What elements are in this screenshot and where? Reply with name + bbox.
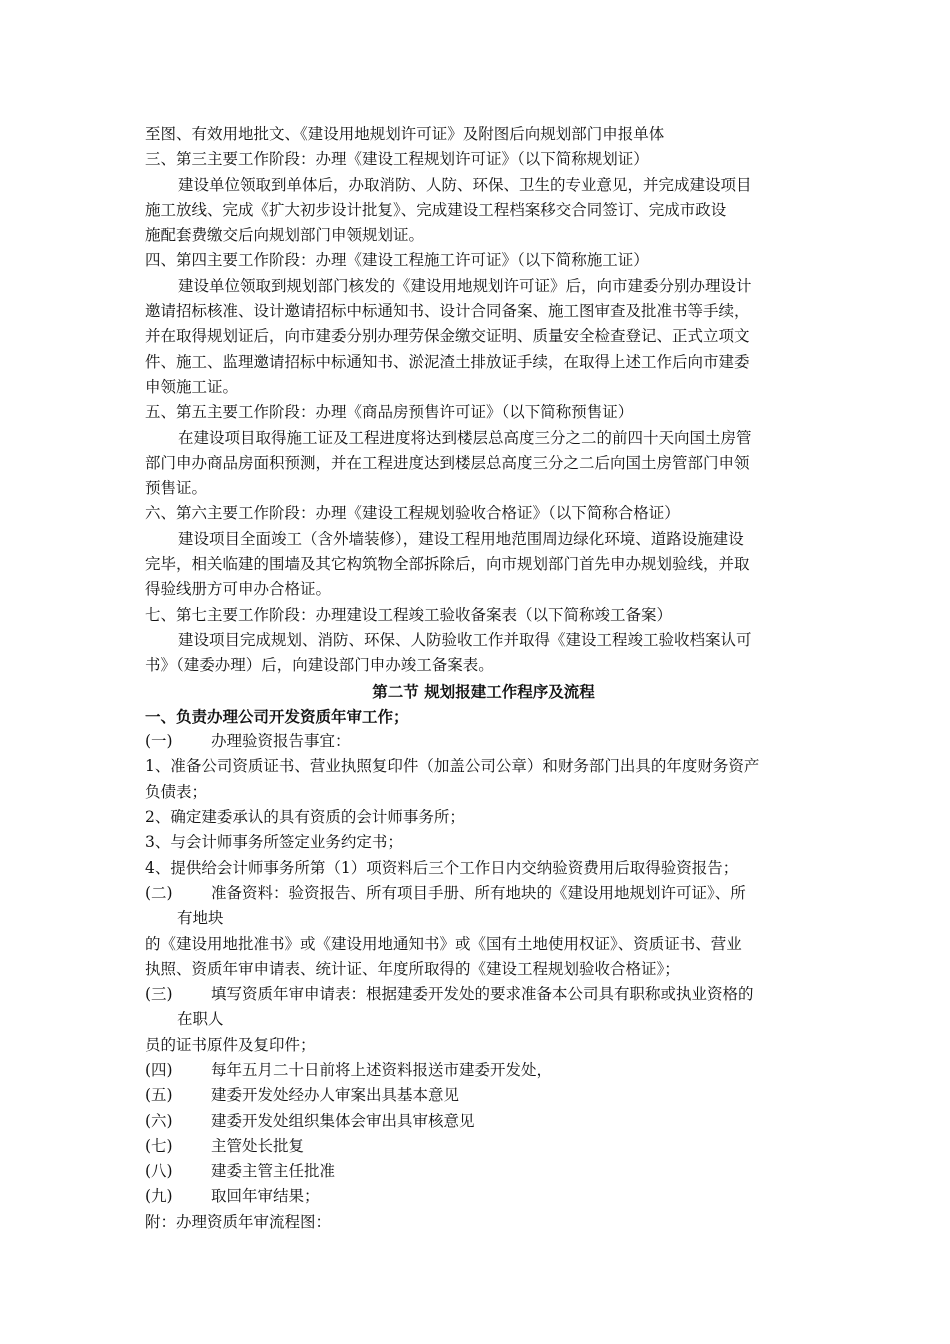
list-item-text: 办理验资报告事宜： <box>211 732 351 751</box>
list-item-text: 取回年审结果； <box>211 1187 320 1206</box>
paragraph-line: 建设单位领取到规划部门核发的《建设用地规划许可证》后，向市建委分别办理设计 <box>178 276 752 295</box>
list-item <box>145 729 810 754</box>
list-item-number: (四) <box>145 1060 173 1079</box>
paragraph-line: 建设单位领取到单体后，办取消防、人防、环保、卫生的专业意见，并完成建设项目 <box>178 175 752 194</box>
list-item <box>145 1083 810 1108</box>
list-item <box>145 1184 810 1209</box>
paragraph-line: 得验线册方可申办合格证。 <box>145 580 332 599</box>
list-item-text: 准备资料：验资报告、所有项目手册、所有地块的《建设用地规划许可证》、所 <box>211 883 746 902</box>
paragraph-line: 至图、有效用地批文、《建设用地规划许可证》及附图后向规划部门申报单体 <box>145 125 665 143</box>
paragraph-line: 施配套费缴交后向规划部门申领规划证。 <box>145 226 425 245</box>
sub-item-line: 4、提供给会计师事务所第（1）项资料后三个工作日内交纳验资费用后取得验资报告； <box>145 858 739 877</box>
paragraph-line: 并在取得规划证后，向市建委分别办理劳保金缴交证明、质量安全检查登记、正式立项文 <box>145 327 750 346</box>
subheading: 一、负责办理公司开发资质年审工作； <box>145 706 409 726</box>
paragraph-line: 在建设项目取得施工证及工程进度将达到楼层总高度三分之二的前四十天向国土房管 <box>178 428 752 447</box>
list-item-text: 建委主管主任批准 <box>211 1162 336 1181</box>
document-body <box>145 122 810 1235</box>
list-item-number: (九) <box>145 1187 173 1206</box>
list-item-number: (六) <box>145 1111 173 1130</box>
paragraph-line: 部门申办商品房面积预测，并在工程进度达到楼层总高度三分之二后向国土房管部门申领 <box>145 453 750 472</box>
paragraph-line: 执照、资质年审申请表、统计证、年度所取得的《建设工程规划验收合格证》； <box>145 959 680 978</box>
stage-heading: 三、第三主要工作阶段：办理《建设工程规划许可证》（以下简称规划证） <box>145 150 649 169</box>
paragraph-line: 施工放线、完成《扩大初步设计批复》、完成建设工程档案移交合同签订、完成市政设 <box>145 200 727 219</box>
list-item-continuation: 有地块 <box>177 909 224 928</box>
sub-item-line: 负债表； <box>145 782 208 801</box>
paragraph-line: 书》（建委办理）后，向建设部门申办竣工备案表。 <box>145 656 494 675</box>
list-item-number: (二) <box>145 883 173 902</box>
paragraph-line: 完毕，相关临建的围墙及其它构筑物全部拆除后，向市规划部门首先申办规划验线，并取 <box>145 555 750 574</box>
sub-item-line: 3、与会计师事务所签定业务约定书； <box>145 833 403 852</box>
paragraph-line: 邀请招标核准、设计邀请招标中标通知书、设计合同备案、施工图审查及批准书等手续， <box>145 302 750 321</box>
list-item-text: 主管处长批复 <box>211 1136 305 1155</box>
paragraph-line: 的《建设用地批准书》或《建设用地通知书》或《国有土地使用权证》、资质证书、营业 <box>145 934 742 953</box>
paragraph-line: 建设项目完成规划、消防、环保、人防验收工作并取得《建设工程竣工验收档案认可 <box>178 630 752 649</box>
stage-heading: 四、第四主要工作阶段：办理《建设工程施工许可证》（以下简称施工证） <box>145 251 649 270</box>
list-item <box>145 881 810 906</box>
paragraph-line: 员的证书原件及复印件； <box>145 1035 316 1054</box>
list-item <box>145 1134 810 1159</box>
list-item <box>145 982 810 1007</box>
stage-heading: 六、第六主要工作阶段：办理《建设工程规划验收合格证》（以下简称合格证） <box>145 504 680 523</box>
list-item-number: (七) <box>145 1136 173 1155</box>
paragraph-line: 件、施工、监理邀请招标中标通知书、淤泥渣土排放证手续，在取得上述工作后向市建委 <box>145 352 750 371</box>
list-item-number: (三) <box>145 985 173 1004</box>
list-item-number: (一) <box>145 732 173 751</box>
stage-heading: 七、第七主要工作阶段：办理建设工程竣工验收备案表（以下简称竣工备案） <box>145 605 673 624</box>
paragraph-line: 预售证。 <box>145 479 208 498</box>
list-item-text: 建委开发处经办人审案出具基本意见 <box>211 1086 460 1105</box>
list-item-text: 填写资质年审申请表：根据建委开发处的要求准备本公司具有职称或执业资格的 <box>211 985 754 1004</box>
sub-item-line: 1、准备公司资质证书、营业执照复印件（加盖公司公章）和财务部门出具的年度财务资产 <box>145 757 760 776</box>
paragraph-line: 申领施工证。 <box>145 377 239 396</box>
list-item <box>145 1109 810 1134</box>
list-item <box>145 1159 810 1184</box>
list-item-text: 建委开发处组织集体会审出具审核意见 <box>211 1111 475 1130</box>
sub-item-line: 2、确定建委承认的具有资质的会计师事务所； <box>145 808 465 827</box>
list-item-number: (五) <box>145 1086 173 1105</box>
stage-heading: 五、第五主要工作阶段：办理《商品房预售许可证》（以下简称预售证） <box>145 403 634 422</box>
list-item-continuation: 在职人 <box>177 1010 224 1029</box>
paragraph-line: 建设项目全面竣工（含外墙装修），建设工程用地范围周边绿化环境、道路设施建设 <box>178 529 744 548</box>
list-item-text: 每年五月二十日前将上述资料报送市建委开发处， <box>211 1060 553 1079</box>
list-item-number: (八) <box>145 1162 173 1181</box>
section-title: 第二节 规划报建工作程序及流程 <box>372 681 595 701</box>
appendix-note: 附：办理资质年审流程图： <box>145 1212 332 1231</box>
list-item <box>145 1058 810 1083</box>
